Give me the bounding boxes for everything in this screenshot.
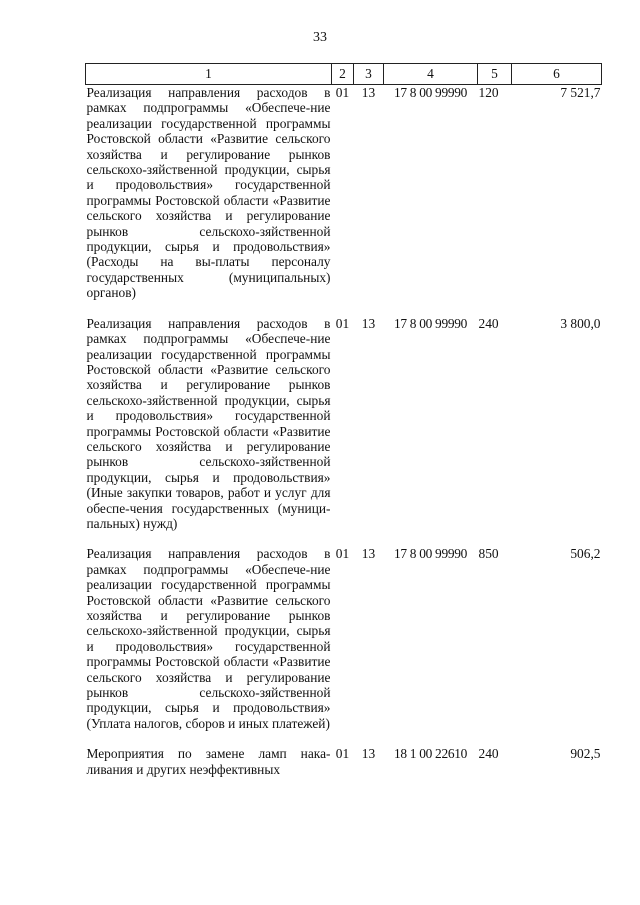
column-header-3: 3: [354, 64, 384, 85]
row-expense-type-code: 240: [478, 746, 499, 762]
page-number: 33: [313, 30, 327, 45]
row-description: Реализация направления расходов в рамках подпрограммы «Обеспече-ние реализации государственной программы Ростовской области «Развитие сельского хозяйства и регулирование рынков сельскохо-зяйственной продукции, сырья и продовольствия» государственной программы Ростовской области «Развитие сельского хозяйства и регулирование рынков сельскохо-зяйственной продукции, сырья и продовольствия» (Расходы на вы-платы персоналу государственных (муниципальных) органов): [86, 85, 331, 301]
column-header-2: 2: [332, 64, 354, 85]
column-header-1: 1: [86, 64, 332, 85]
table-row: [86, 546, 602, 746]
row-subsection-code: 13: [361, 746, 376, 762]
row-description: Реализация направления расходов в рамках подпрограммы «Обеспече-ние реализации государственной программы Ростовской области «Развитие сельского хозяйства и регулирование рынков сельскохо-зяйственной продукции, сырья и продовольствия» государственной программы Ростовской области «Развитие сельского хозяйства и регулирование рынков сельскохо-зяйственной продукции, сырья и продовольствия» (Уплата налогов, сборов и иных платежей): [86, 546, 331, 731]
table-body: [86, 85, 602, 793]
row-amount: 3 800,0: [560, 315, 601, 331]
row-target-item-code: 17 8 00 99990: [393, 85, 468, 100]
row-section-code: 01: [335, 746, 350, 762]
row-target-item-code: 17 8 00 99990: [393, 546, 468, 562]
row-section-code: 01: [335, 546, 350, 562]
table-header: [86, 64, 602, 85]
row-amount: 7 521,7: [560, 85, 601, 100]
table-row: [86, 316, 602, 547]
row-description: Реализация направления расходов в рамках подпрограммы «Обеспече-ние реализации государственной программы Ростовской области «Развитие сельского хозяйства и регулирование рынков сельскохо-зяйственной продукции, сырья и продовольствия» государственной программы Ростовской области «Развитие сельского хозяйства и регулирование рынков сельскохо-зяйственной продукции, сырья и продовольствия» (Иные закупки товаров, работ и услуг для обеспе-чения государственных (муници-пальных) нужд): [86, 315, 331, 531]
row-section-code: 01: [335, 315, 350, 331]
row-subsection-code: 13: [361, 85, 376, 100]
header-row: [86, 64, 602, 85]
column-header-6: 6: [512, 64, 602, 85]
row-description: Мероприятия по замене ламп нака-ливания и других неэффективных: [86, 746, 331, 777]
row-amount: 506,2: [570, 546, 601, 562]
column-header-5: 5: [478, 64, 512, 85]
budget-table: [85, 63, 602, 792]
row-subsection-code: 13: [361, 315, 376, 331]
table-row: [86, 85, 602, 316]
row-expense-type-code: 240: [478, 315, 499, 331]
table-row: [86, 746, 602, 792]
row-target-item-code: 17 8 00 99990: [393, 315, 468, 331]
row-amount: 902,5: [570, 746, 601, 762]
row-target-item-code: 18 1 00 22610: [393, 746, 468, 762]
column-header-4: 4: [384, 64, 478, 85]
row-subsection-code: 13: [361, 546, 376, 562]
row-expense-type-code: 120: [478, 85, 499, 100]
row-section-code: 01: [335, 85, 350, 100]
row-expense-type-code: 850: [478, 546, 499, 562]
